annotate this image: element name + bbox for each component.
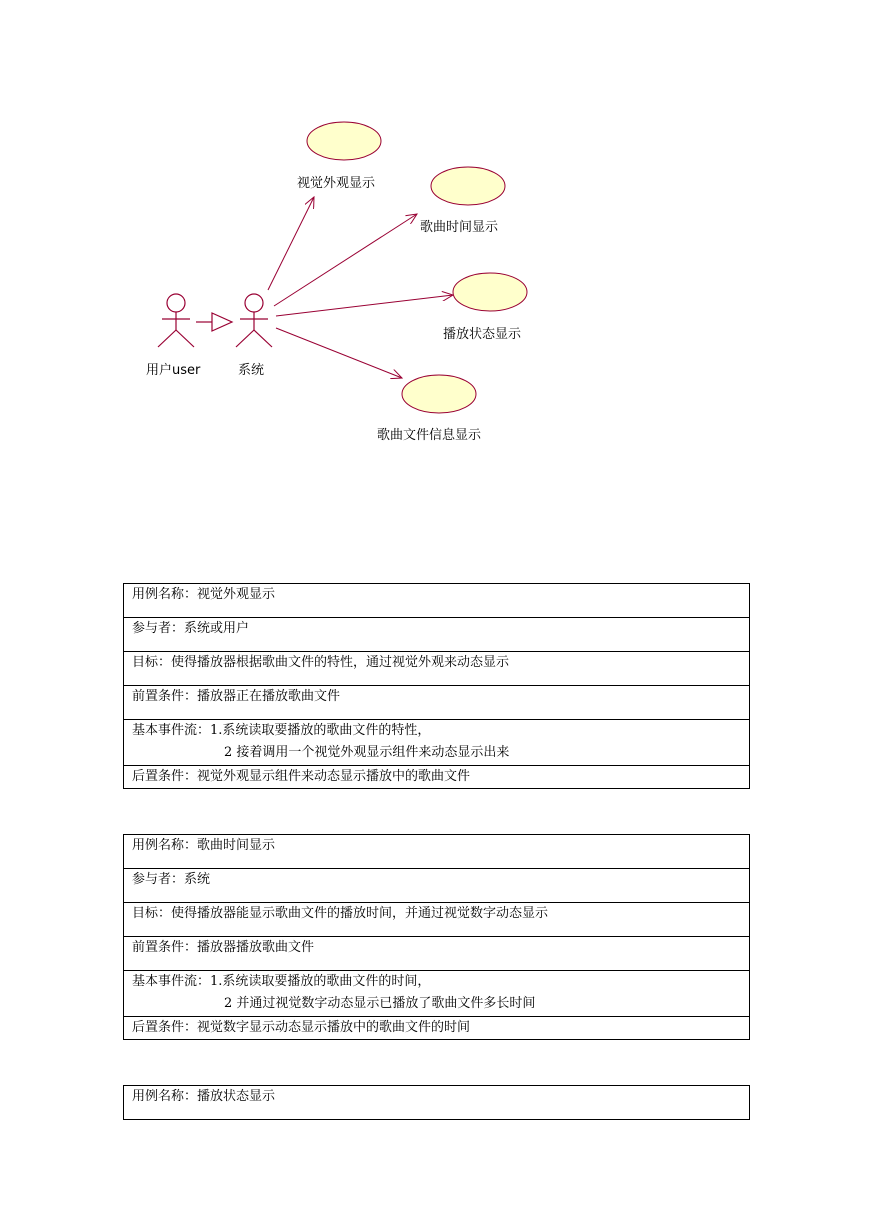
use-case-uc3 (453, 273, 527, 311)
table-cell (124, 686, 750, 720)
row-text: 参与者：系统 (132, 872, 211, 887)
use-case-table-3 (123, 1085, 750, 1120)
row-text: 前置条件：播放器播放歌曲文件 (132, 940, 315, 955)
flow-step-1: 基本事件流：1.系统读取要播放的歌曲文件的时间， (132, 974, 431, 989)
row-text: 目标：使得播放器根据歌曲文件的特性，通过视觉外观来动态显示 (132, 655, 510, 670)
use-case-table-1 (123, 583, 750, 789)
flow-step-2: 2 并通过视觉数字动态显示已播放了歌曲文件多长时间 (224, 996, 536, 1011)
actor-system (236, 294, 272, 347)
row-text: 后置条件：视觉外观显示组件来动态显示播放中的歌曲文件 (132, 769, 471, 784)
table-cell (124, 652, 750, 686)
row-text: 用例名称：视觉外观显示 (132, 587, 276, 602)
actor-system-label: 系统 (238, 363, 265, 378)
table-cell (124, 1086, 750, 1120)
actor-user-label: 用户user (146, 363, 201, 378)
use-case-uc4 (402, 375, 476, 413)
row-text: 后置条件：视觉数字显示动态显示播放中的歌曲文件的时间 (132, 1020, 471, 1035)
table-cell (124, 618, 750, 652)
association-uc4 (276, 328, 402, 378)
table-cell (124, 584, 750, 618)
use-case-uc1 (307, 122, 381, 160)
table-cell (124, 971, 750, 1017)
table-cell (124, 937, 750, 971)
table-cell (124, 903, 750, 937)
table-cell (124, 720, 750, 766)
table-cell (124, 1017, 750, 1040)
row-text: 用例名称：歌曲时间显示 (132, 838, 276, 853)
use-case-uc2 (431, 167, 505, 205)
table-cell (124, 869, 750, 903)
association-uc1 (268, 197, 314, 290)
row-text: 目标：使得播放器能显示歌曲文件的播放时间，并通过视觉数字动态显示 (132, 906, 549, 921)
association-uc3 (276, 295, 453, 316)
use-case-diagram (0, 0, 869, 460)
use-case-uc1-label: 视觉外观显示 (297, 176, 376, 191)
table-cell (124, 766, 750, 789)
use-case-uc2-label: 歌曲时间显示 (420, 220, 499, 235)
row-text: 用例名称：播放状态显示 (132, 1089, 276, 1104)
association-uc2 (274, 214, 417, 306)
actor-user (158, 294, 194, 347)
flow-step-2: 2 接着调用一个视觉外观显示组件来动态显示出来 (224, 745, 510, 760)
row-text: 前置条件：播放器正在播放歌曲文件 (132, 689, 341, 704)
generalization-arrow (196, 313, 232, 331)
table-cell (124, 835, 750, 869)
row-text: 参与者：系统或用户 (132, 621, 250, 636)
flow-step-1: 基本事件流：1.系统读取要播放的歌曲文件的特性， (132, 723, 431, 738)
use-case-uc3-label: 播放状态显示 (443, 327, 522, 342)
use-case-table-2 (123, 834, 750, 1040)
use-case-uc4-label: 歌曲文件信息显示 (377, 428, 482, 443)
